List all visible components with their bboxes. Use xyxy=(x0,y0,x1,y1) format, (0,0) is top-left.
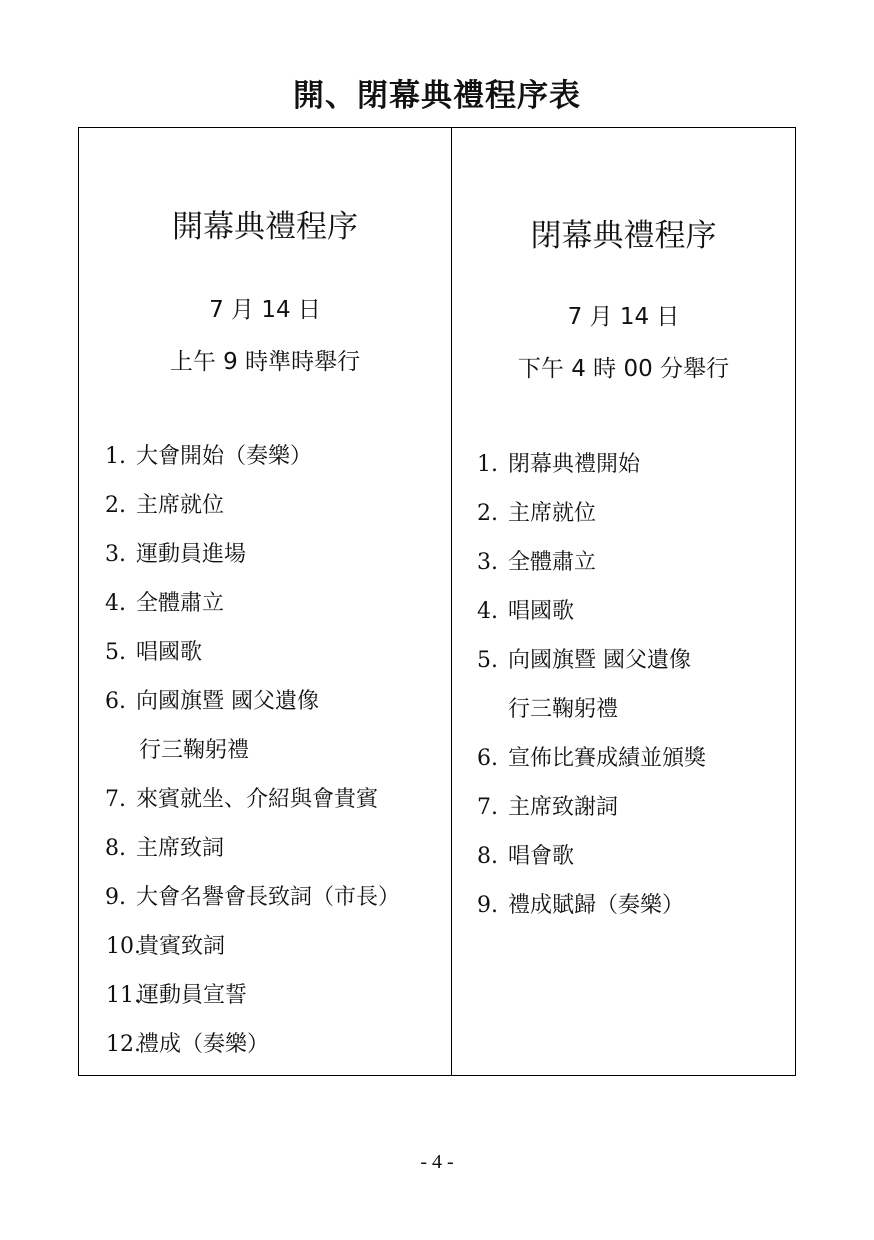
item-number: 6. xyxy=(105,689,126,714)
closing-program-item xyxy=(452,448,795,497)
item-number: 6. xyxy=(477,746,498,771)
program-table xyxy=(78,127,796,1076)
item-text: 主席致謝詞 xyxy=(508,795,619,820)
opening-program-item xyxy=(79,832,451,881)
closing-date: 7 月 14 日 xyxy=(567,304,680,330)
closing-ceremony-column xyxy=(452,128,795,1075)
item-text: 唱國歌 xyxy=(136,640,203,665)
item-text: 主席就位 xyxy=(508,501,597,526)
opening-program-item xyxy=(79,783,451,832)
item-text: 來賓就坐、介紹與會貴賓 xyxy=(136,787,379,812)
opening-program-item xyxy=(79,685,451,734)
item-text: 主席就位 xyxy=(136,493,225,518)
item-text: 大會名譽會長致詞（市長） xyxy=(136,885,401,910)
closing-program-item xyxy=(452,791,795,840)
item-text: 全體肅立 xyxy=(508,550,597,575)
item-number: 12. xyxy=(106,1032,141,1057)
item-number: 3. xyxy=(477,550,498,575)
closing-heading: 閉幕典禮程序 xyxy=(530,218,717,254)
item-text: 行三鞠躬禮 xyxy=(139,738,250,763)
closing-program-item xyxy=(452,889,795,938)
page-number: - 4 - xyxy=(420,1151,454,1173)
closing-program-item xyxy=(452,595,795,644)
item-text: 閉幕典禮開始 xyxy=(508,452,641,477)
item-number: 1. xyxy=(477,452,498,477)
opening-ceremony-column xyxy=(79,128,451,1075)
opening-time: 上午 9 時準時舉行 xyxy=(169,349,361,375)
opening-program-item xyxy=(79,440,451,489)
item-text: 宣佈比賽成績並頒獎 xyxy=(508,746,707,771)
item-text: 運動員宣誓 xyxy=(137,983,248,1008)
item-number: 4. xyxy=(105,591,126,616)
item-text: 行三鞠躬禮 xyxy=(508,697,619,722)
item-number: 5. xyxy=(477,648,498,673)
item-text: 全體肅立 xyxy=(136,591,225,616)
closing-program-item xyxy=(452,546,795,595)
item-number: 9. xyxy=(477,893,498,918)
closing-item-list xyxy=(452,448,795,938)
item-number: 2. xyxy=(105,493,126,518)
item-number: 10. xyxy=(106,934,141,959)
item-text: 主席致詞 xyxy=(136,836,225,861)
item-text: 向國旗暨 國父遺像 xyxy=(136,689,319,714)
opening-item-list xyxy=(79,440,451,1077)
item-text: 大會開始（奏樂） xyxy=(136,444,313,469)
closing-time: 下午 4 時 00 分舉行 xyxy=(517,356,730,382)
closing-program-item xyxy=(452,644,795,693)
opening-program-item xyxy=(79,636,451,685)
closing-program-item xyxy=(452,497,795,546)
item-number: 8. xyxy=(477,844,498,869)
item-number: 9. xyxy=(105,885,126,910)
item-text: 禮成（奏樂） xyxy=(137,1032,270,1057)
item-number: 5. xyxy=(105,640,126,665)
opening-program-item xyxy=(79,1028,451,1077)
opening-date: 7 月 14 日 xyxy=(209,297,321,323)
opening-program-item xyxy=(79,489,451,538)
item-number: 7. xyxy=(477,795,498,820)
item-text: 貴賓致詞 xyxy=(137,934,226,959)
opening-program-item xyxy=(79,930,451,979)
opening-program-item xyxy=(79,979,451,1028)
item-text: 向國旗暨 國父遺像 xyxy=(508,648,691,673)
opening-heading: 開幕典禮程序 xyxy=(172,209,358,245)
opening-program-item xyxy=(79,734,451,783)
opening-program-item xyxy=(79,538,451,587)
closing-program-item xyxy=(452,742,795,791)
item-number: 4. xyxy=(477,599,498,624)
opening-program-item xyxy=(79,881,451,930)
item-number: 11. xyxy=(106,983,141,1008)
item-number: 3. xyxy=(105,542,126,567)
item-text: 禮成賦歸（奏樂） xyxy=(508,893,685,918)
item-text: 唱國歌 xyxy=(508,599,575,624)
item-number: 2. xyxy=(477,501,498,526)
closing-program-item xyxy=(452,840,795,889)
page-title: 開、閉幕典禮程序表 xyxy=(293,78,581,114)
closing-program-item xyxy=(452,693,795,742)
item-number: 7. xyxy=(105,787,126,812)
item-text: 唱會歌 xyxy=(508,844,575,869)
item-number: 8. xyxy=(105,836,126,861)
item-number: 1. xyxy=(105,444,126,469)
item-text: 運動員進場 xyxy=(136,542,247,567)
opening-program-item xyxy=(79,587,451,636)
